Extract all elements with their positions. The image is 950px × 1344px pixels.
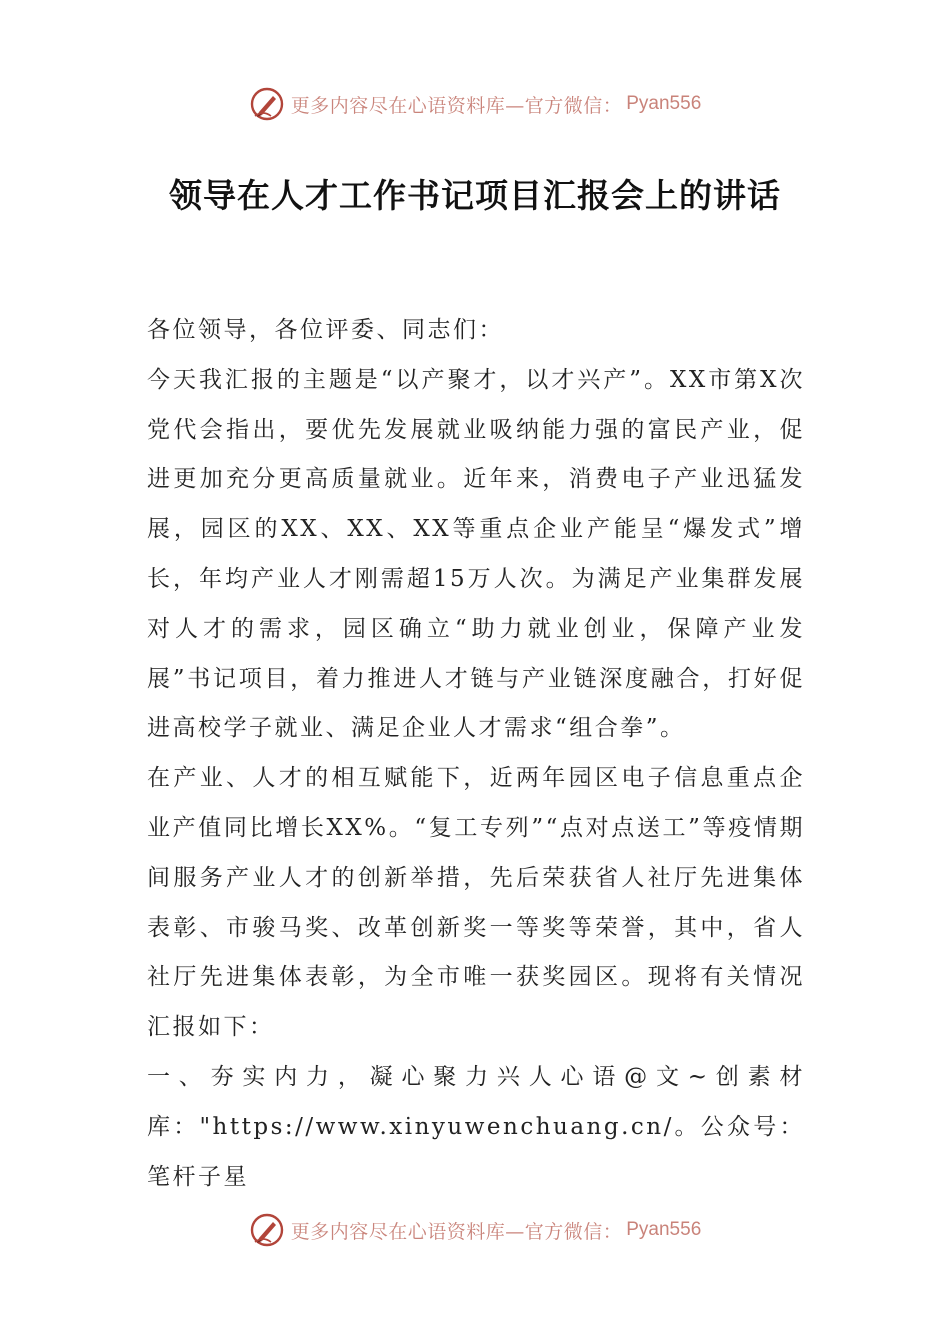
- footer-banner-text: 更多内容尽在心语资料库—官方微信：: [290, 1220, 623, 1243]
- pen-circle-icon: [249, 86, 285, 122]
- salutation: 各位领导，各位评委、同志们：: [147, 317, 504, 343]
- header-banner: [0, 84, 950, 124]
- footer-banner-content: [249, 1212, 702, 1248]
- header-banner-text: 更多内容尽在心语资料库—官方微信：: [290, 94, 623, 117]
- paragraph-intro: 今天我汇报的主题是“以产聚才，以才兴产”。XX市第X次党代会指出，要优先发展就业吸纳能力强的富民产业，促进更加充分更高质量就业。近年来，消费电子产业迅猛发展，园区的XX、XX、XX等重点企业产能呈“爆发式”增长，年均产业人才刚需超15万人次。为满足产业集群发展对人才的需求，园区确立“助力就业创业，保障产业发展”书记项目，着力推进人才链与产业链深度融合，打好促进高校学子就业、满足企业人才需求“组合拳”。: [147, 366, 805, 742]
- pen-circle-icon: [249, 1212, 285, 1248]
- footer-banner: [0, 1210, 950, 1250]
- paragraph-achievements: 在产业、人才的相互赋能下，近两年园区电子信息重点企业产值同比增长XX%。“复工专列”“点对点送工”等疫情期间服务产业人才的创新举措，先后荣获省人社厅先进集体表彰、市骏马奖、改革创新奖一等奖等荣誉，其中，省人社厅先进集体表彰，为全市唯一获奖园区。现将有关情况汇报如下：: [147, 765, 805, 1041]
- document-title: 领导在人才工作书记项目汇报会上的讲话: [169, 176, 781, 215]
- paragraph-section-one: 一、夯实内力，凝心聚力兴人心语@文~创素材库："https://www.xinyuwenchuang.cn/。公众号：笔杆子星: [147, 1063, 805, 1190]
- footer-banner-handle: Pyan556: [626, 1219, 702, 1240]
- document-body: [147, 306, 805, 1202]
- header-banner-content: [249, 86, 702, 122]
- header-banner-handle: Pyan556: [626, 93, 702, 114]
